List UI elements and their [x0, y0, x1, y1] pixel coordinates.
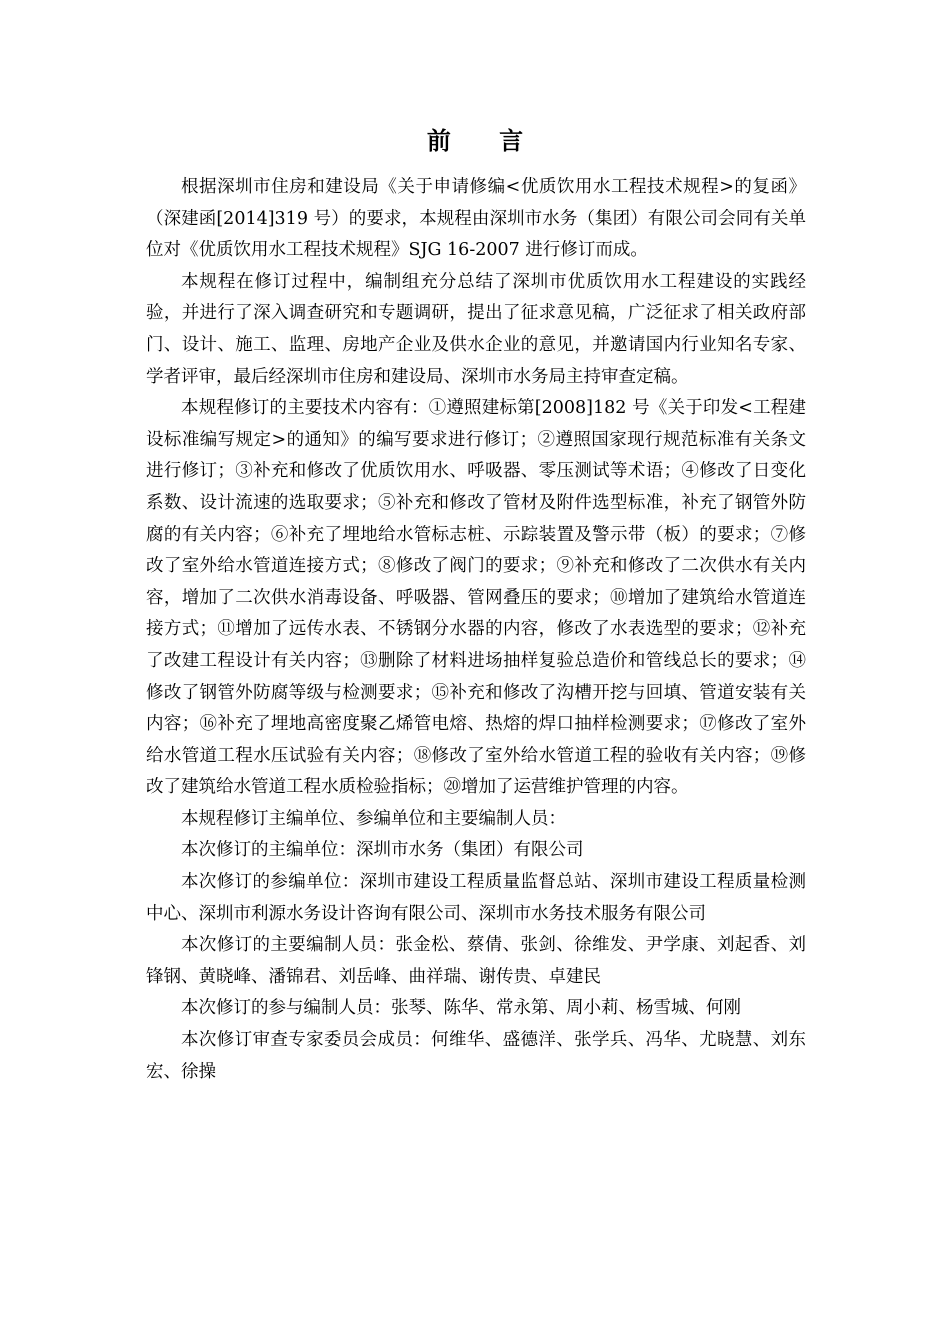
page-title: 前 言	[426, 126, 544, 155]
paragraph-main-drafters: 本次修订的主要编制人员：张金松、蔡倩、张剑、徐维发、尹学康、刘起香、刘锋钢、黄晓峰、潘锦君、刘岳峰、曲祥瑞、谢传贵、卓建民	[146, 935, 806, 987]
paragraph-participating-drafters: 本次修订的参与编制人员：张琴、陈华、常永第、周小莉、杨雪城、何刚	[181, 998, 741, 1019]
paragraph-units-intro: 本规程修订主编单位、参编单位和主要编制人员：	[181, 808, 566, 829]
paragraph-participating-units: 本次修订的参编单位：深圳市建设工程质量监督总站、深圳市建设工程质量检测中心、深圳市利源水务设计咨询有限公司、深圳市水务技术服务有限公司	[146, 872, 806, 924]
document-body	[146, 172, 806, 1088]
paragraph-basis: 根据深圳市住房和建设局《关于申请修编<优质饮用水工程技术规程>的复函》（深建函[2014]319 号）的要求，本规程由深圳市水务（集团）有限公司会同有关单位对《优质饮用水工程技术规程》SJG 16-2007 进行修订而成。	[146, 177, 806, 261]
paragraph-technical-content: 本规程修订的主要技术内容有：①遵照建标第[2008]182 号《关于印发<工程建设标准编写规定>的通知》的编写要求进行修订；②遵照国家现行规范标准有关条文进行修订；③补充和修改了优质饮用水、呼吸器、零压测试等术语；④修改了日变化系数、设计流速的选取要求；⑤补充和修改了管材及附件选型标准，补充了钢管外防腐的有关内容；⑥补充了埋地给水管标志桩、示踪装置及警示带（板）的要求；⑦修改了室外给水管道连接方式；⑧修改了阀门的要求；⑨补充和修改了二次供水有关内容，增加了二次供水消毒设备、呼吸器、管网叠压的要求；⑩增加了建筑给水管道连接方式；⑪增加了远传水表、不锈钢分水器的内容，修改了水表选型的要求；⑫补充了改建工程设计有关内容；⑬删除了材料进场抽样复验总造价和管线总长的要求；⑭修改了钢管外防腐等级与检测要求；⑮补充和修改了沟槽开挖与回填、管道安装有关内容；⑯补充了埋地高密度聚乙烯管电熔、热熔的焊口抽样检测要求；⑰修改了室外给水管道工程水压试验有关内容；⑱修改了室外给水管道工程的验收有关内容；⑲修改了建筑给水管道工程水质检验指标；⑳增加了运营维护管理的内容。	[146, 398, 806, 798]
paragraph-chief-unit: 本次修订的主编单位：深圳市水务（集团）有限公司	[181, 840, 584, 861]
paragraph-review-committee: 本次修订审查专家委员会成员：何维华、盛德洋、张学兵、冯华、尤晓慧、刘东宏、徐操	[146, 1030, 806, 1082]
paragraph-revision-process: 本规程在修订过程中，编制组充分总结了深圳市优质饮用水工程建设的实践经验，并进行了深入调查研究和专题调研，提出了征求意见稿，广泛征求了相关政府部门、设计、施工、监理、房地产企业及供水企业的意见，并邀请国内行业知名专家、学者评审，最后经深圳市住房和建设局、深圳市水务局主持审查定稿。	[146, 271, 806, 387]
